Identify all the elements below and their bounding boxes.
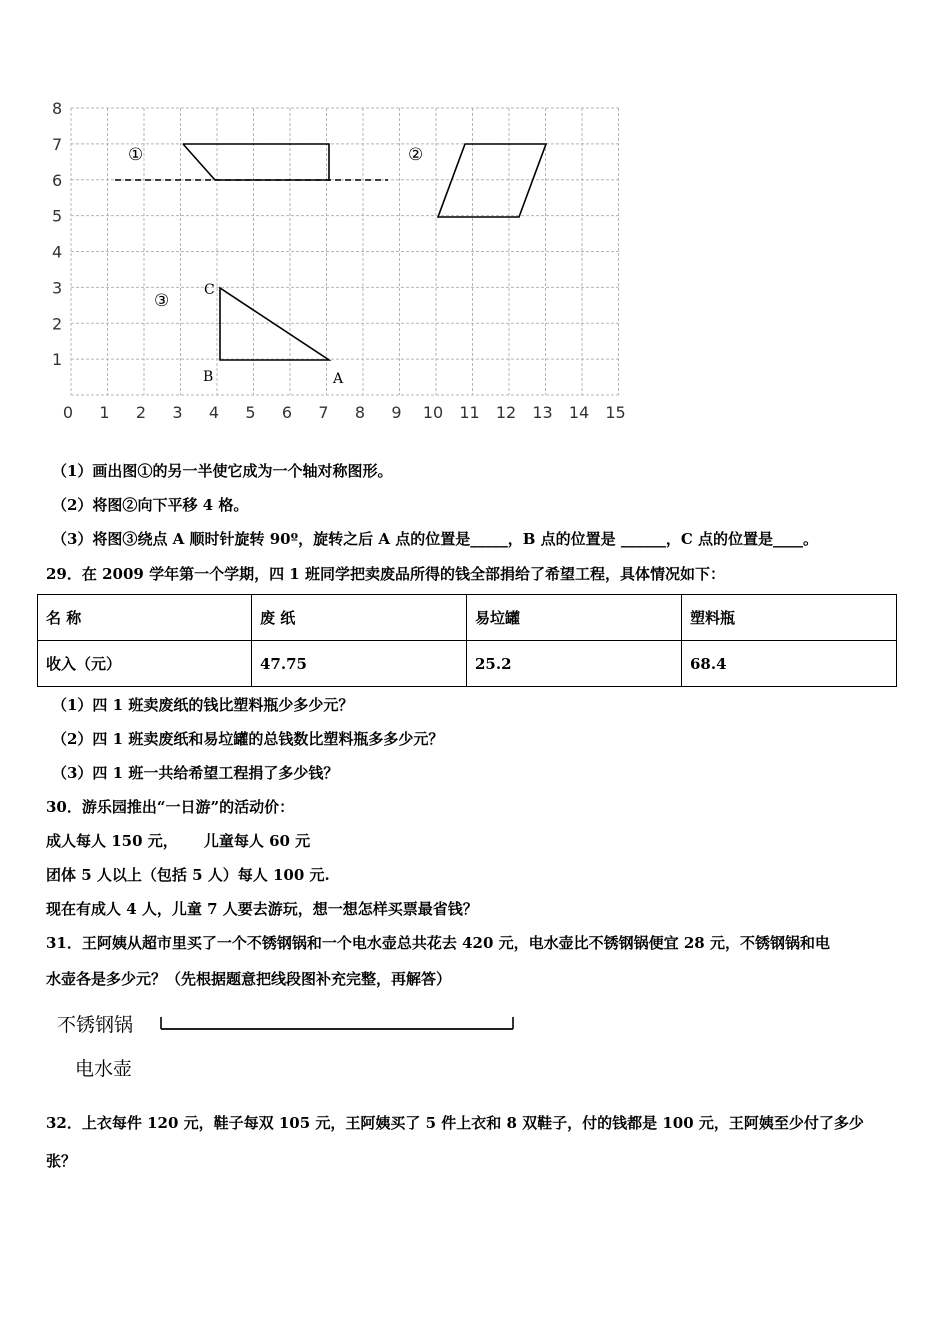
x-tick-label: 8 [354,403,366,422]
q28-sub1: （1）画出图①的另一半使它成为一个轴对称图形。 [52,462,393,480]
table-header-cell: 名 称 [38,595,252,641]
y-tick-label: 8 [52,99,63,118]
x-tick-label: 0 [62,403,74,422]
q28-sub3: （3）将图③绕点 A 顺时针旋转 90º，旋转之后 A 点的位置是_____，B 点的位置是 ______，C 点的位置是____。 [52,530,818,548]
table-cell: 收入（元） [38,641,252,687]
x-tick-label: 3 [172,403,183,422]
x-tick-label: 9 [391,403,402,422]
point-b-label: B [203,369,214,385]
table-cell: 47.75 [252,641,467,687]
figure-1-label: ① [128,145,144,165]
q30-line2: 团体 5 人以上（包括 5 人）每人 100 元. [46,866,330,884]
x-tick-label: 14 [568,403,590,422]
q30-line3: 现在有成人 4 人，儿童 7 人要去游玩，想一想怎样买票最省钱？ [46,900,478,918]
grid-lines [71,108,619,395]
x-tick-label: 5 [245,403,256,422]
segment-svg [55,1005,535,1090]
x-tick-label: 2 [135,403,147,422]
y-axis-labels [52,99,62,369]
figure-2-label: ② [408,145,424,165]
q29-sub2: （2）四 1 班卖废纸和易垃罐的总钱数比塑料瓶多多少元？ [52,730,444,748]
x-tick-label: 15 [605,403,626,422]
y-tick-label: 5 [52,206,63,226]
q31-line1: 31．王阿姨从超市里买了一个不锈钢锅和一个电水壶总共花去 420 元，电水壶比不锈钢锅便宜 28 元，不锈钢锅和电 [46,934,830,952]
figure-3-triangle [220,288,329,360]
q30-stem: 30．游乐园推出“一日游”的活动价： [46,798,295,816]
table-row [38,641,897,687]
x-tick-label: 1 [99,403,110,422]
y-tick-label: 4 [52,242,63,262]
q29-sub1: （1）四 1 班卖废纸的钱比塑料瓶少多少元？ [52,696,354,714]
point-c-label: C [204,282,215,298]
figure-3-label: ③ [154,291,170,311]
table-cell: 25.2 [467,641,682,687]
x-tick-label: 6 [281,403,293,422]
x-tick-label: 7 [318,403,329,422]
table-header-row [38,595,897,641]
pot-label: 不锈钢锅 [57,1014,134,1036]
y-tick-label: 2 [52,314,63,334]
coordinate-grid [40,95,640,425]
x-tick-label: 4 [208,403,220,422]
coordinate-grid-figure [40,95,640,425]
x-tick-label: 13 [532,403,553,422]
q28-sub2: （2）将图②向下平移 4 格。 [52,496,249,514]
q32-line2: 张？ [46,1152,77,1170]
line-segment-diagram [55,1005,535,1090]
q29-sub3: （3）四 1 班一共给希望工程捐了多少钱？ [52,764,339,782]
q30-line1: 成人每人 150 元， 儿童每人 60 元 [46,832,311,850]
x-axis-labels [63,403,626,422]
y-tick-label: 7 [52,134,63,154]
q32-line1: 32．上衣每件 120 元，鞋子每双 105 元，王阿姨买了 5 件上衣和 8 双鞋子，付的钱都是 100 元，王阿姨至少付了多少 [46,1114,864,1132]
x-tick-label: 10 [422,403,444,422]
kettle-label: 电水壶 [75,1058,133,1080]
table-cell: 68.4 [682,641,897,687]
y-tick-label: 1 [52,350,63,370]
y-tick-label: 6 [52,170,63,190]
table-header-cell: 易垃罐 [467,595,682,641]
y-tick-label: 3 [52,278,63,298]
point-a-label: A [333,371,344,387]
table-header-cell: 塑料瓶 [682,595,897,641]
q29-stem: 29．在 2009 学年第一个学期，四 1 班同学把卖废品所得的钱全部捐给了希望工程，具体情况如下： [46,565,725,583]
x-tick-label: 12 [495,403,517,422]
figure-1-shape [183,144,329,180]
q31-line2: 水壶各是多少元？（先根据题意把线段图补充完整，再解答） [46,970,452,988]
table-header-cell: 废 纸 [252,595,467,641]
figure-2-parallelogram [438,144,546,217]
q29-income-table [37,594,897,687]
x-tick-label: 11 [459,403,480,422]
